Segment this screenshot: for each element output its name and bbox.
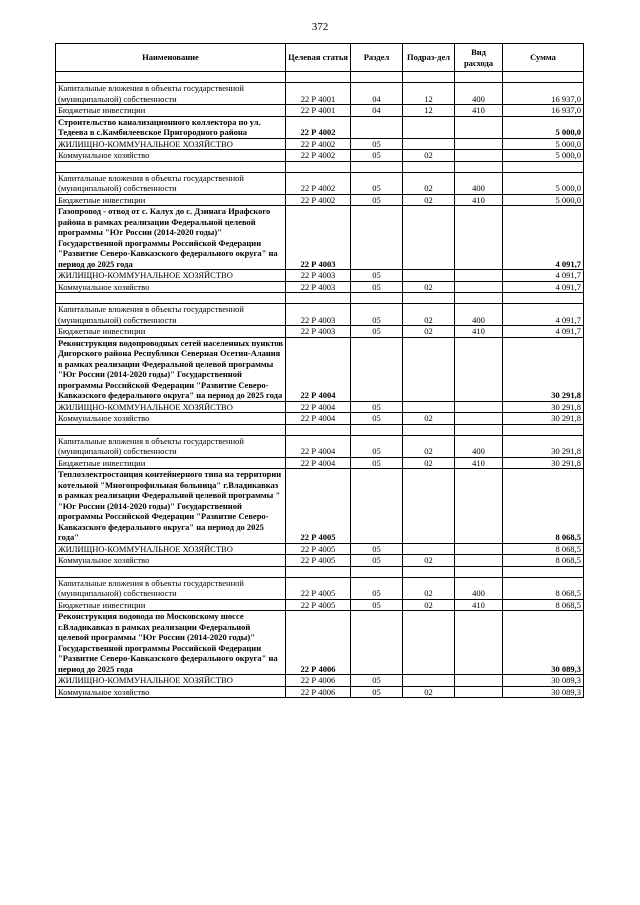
cell-section: 05	[351, 401, 403, 413]
cell-amount: 30 291,8	[503, 435, 584, 457]
cell-expense-type	[455, 543, 503, 555]
cell-target	[286, 566, 351, 577]
cell-section: 04	[351, 105, 403, 117]
cell-subsection	[403, 401, 455, 413]
cell-target: 22 Р 4004	[286, 435, 351, 457]
cell-target: 22 Р 4001	[286, 105, 351, 117]
table-row	[56, 105, 584, 117]
cell-section: 05	[351, 281, 403, 293]
cell-section: 05	[351, 172, 403, 194]
cell-target: 22 Р 4006	[286, 675, 351, 687]
cell-expense-type	[455, 424, 503, 435]
header-name: Наименование	[56, 44, 286, 72]
cell-subsection: 02	[403, 172, 455, 194]
cell-amount: 30 089,3	[503, 675, 584, 687]
cell-expense-type	[455, 413, 503, 425]
cell-subsection: 02	[403, 413, 455, 425]
cell-name: Капитальные вложения в объекты государственной (муниципальной) собственности	[56, 83, 286, 105]
table-row	[56, 686, 584, 698]
table-row	[56, 72, 584, 83]
cell-target	[286, 72, 351, 83]
cell-section: 05	[351, 577, 403, 599]
table-row	[56, 150, 584, 162]
cell-subsection	[403, 543, 455, 555]
cell-subsection	[403, 424, 455, 435]
cell-subsection: 02	[403, 194, 455, 206]
table-header-row	[56, 44, 584, 72]
header-amount: Сумма	[503, 44, 584, 72]
cell-name	[56, 424, 286, 435]
table-row	[56, 555, 584, 567]
table-row	[56, 281, 584, 293]
cell-name: Реконструкция водовода по Московскому шоссе г.Владикавказ в рамках реализации Федеральной целевой программы "Юг России (2014-2020 годы)" Государственной программы Российской Федерации "Развитие Северо-Кавказского федерального округа" на период до 2025 года	[56, 611, 286, 675]
cell-section	[351, 469, 403, 544]
cell-amount: 4 091,7	[503, 270, 584, 282]
cell-section	[351, 424, 403, 435]
cell-section: 05	[351, 599, 403, 611]
cell-target: 22 Р 4005	[286, 599, 351, 611]
cell-expense-type	[455, 150, 503, 162]
cell-section: 04	[351, 83, 403, 105]
table-row	[56, 116, 584, 138]
cell-amount	[503, 72, 584, 83]
table-row	[56, 435, 584, 457]
cell-name: Коммунальное хозяйство	[56, 413, 286, 425]
cell-name: Коммунальное хозяйство	[56, 150, 286, 162]
cell-target: 22 Р 4003	[286, 270, 351, 282]
cell-target	[286, 161, 351, 172]
cell-amount: 8 068,5	[503, 599, 584, 611]
cell-subsection: 02	[403, 555, 455, 567]
table-row	[56, 469, 584, 544]
cell-target: 22 Р 4006	[286, 686, 351, 698]
cell-expense-type	[455, 206, 503, 270]
cell-name: Коммунальное хозяйство	[56, 555, 286, 567]
cell-target: 22 Р 4003	[286, 206, 351, 270]
cell-target: 22 Р 4004	[286, 413, 351, 425]
cell-target: 22 Р 4006	[286, 611, 351, 675]
header-subsection: Подраз-дел	[403, 44, 455, 72]
cell-expense-type	[455, 337, 503, 401]
table-row	[56, 413, 584, 425]
cell-target: 22 Р 4005	[286, 555, 351, 567]
cell-name: Теплоэлектростанция контейнерного типа на территории котельной "Многопрофильная больница" г.Владикавказ в рамках реализации Федеральной целевой программы " "Юг России (2014-2020 годы)" Государственной программы Российской Федерации "Развитие Северо-Кавказского федерального округа" на период до 2025 года"	[56, 469, 286, 544]
cell-section	[351, 116, 403, 138]
cell-expense-type: 400	[455, 577, 503, 599]
table-row	[56, 326, 584, 338]
cell-subsection: 02	[403, 435, 455, 457]
cell-name: Капитальные вложения в объекты государственной (муниципальной) собственности	[56, 172, 286, 194]
cell-name: Капитальные вложения в объекты государственной (муниципальной) собственности	[56, 435, 286, 457]
cell-target: 22 Р 4002	[286, 150, 351, 162]
cell-amount	[503, 566, 584, 577]
cell-amount: 30 291,8	[503, 401, 584, 413]
cell-amount: 30 089,3	[503, 611, 584, 675]
cell-amount	[503, 424, 584, 435]
cell-target: 22 Р 4001	[286, 83, 351, 105]
cell-target: 22 Р 4004	[286, 401, 351, 413]
cell-expense-type: 400	[455, 172, 503, 194]
cell-subsection: 02	[403, 599, 455, 611]
cell-subsection	[403, 116, 455, 138]
cell-expense-type: 410	[455, 599, 503, 611]
cell-amount: 30 089,3	[503, 686, 584, 698]
cell-name	[56, 293, 286, 304]
cell-expense-type	[455, 116, 503, 138]
cell-name: Бюджетные инвестиции	[56, 326, 286, 338]
cell-section	[351, 293, 403, 304]
cell-target: 22 Р 4003	[286, 326, 351, 338]
cell-subsection	[403, 138, 455, 150]
table-row	[56, 401, 584, 413]
cell-amount	[503, 161, 584, 172]
cell-subsection	[403, 72, 455, 83]
cell-section: 05	[351, 543, 403, 555]
cell-expense-type	[455, 72, 503, 83]
cell-name: Капитальные вложения в объекты государственной (муниципальной) собственности	[56, 304, 286, 326]
table-row	[56, 138, 584, 150]
cell-expense-type: 400	[455, 435, 503, 457]
cell-subsection: 02	[403, 326, 455, 338]
cell-subsection: 02	[403, 457, 455, 469]
cell-section	[351, 72, 403, 83]
page-number: 372	[311, 21, 329, 33]
cell-subsection: 02	[403, 577, 455, 599]
cell-expense-type: 410	[455, 194, 503, 206]
cell-target: 22 Р 4002	[286, 116, 351, 138]
table-row	[56, 566, 584, 577]
cell-section: 05	[351, 555, 403, 567]
table-row	[56, 83, 584, 105]
cell-name: Газопровод - отвод от с. Калух до с. Дзинага Ирафского района в рамках реализации Федеральной целевой программы "Юг России (2014-2020 годы)" Государственной программы Российской Федерации "Развитие Северо-Кавказского федерального округа" на период до 2025 года	[56, 206, 286, 270]
cell-section: 05	[351, 270, 403, 282]
cell-target: 22 Р 4005	[286, 469, 351, 544]
cell-expense-type	[455, 611, 503, 675]
cell-section	[351, 611, 403, 675]
cell-subsection	[403, 675, 455, 687]
table-row	[56, 194, 584, 206]
table-row	[56, 543, 584, 555]
cell-subsection	[403, 206, 455, 270]
cell-section: 05	[351, 435, 403, 457]
cell-expense-type	[455, 675, 503, 687]
cell-expense-type	[455, 686, 503, 698]
cell-name: Бюджетные инвестиции	[56, 194, 286, 206]
cell-expense-type	[455, 566, 503, 577]
table-row	[56, 270, 584, 282]
cell-subsection	[403, 161, 455, 172]
cell-amount: 30 291,8	[503, 457, 584, 469]
cell-name: ЖИЛИЩНО-КОММУНАЛЬНОЕ ХОЗЯЙСТВО	[56, 401, 286, 413]
header-target: Целевая статья	[286, 44, 351, 72]
cell-amount: 8 068,5	[503, 469, 584, 544]
cell-expense-type	[455, 281, 503, 293]
cell-amount: 5 000,0	[503, 116, 584, 138]
cell-target: 22 Р 4004	[286, 337, 351, 401]
cell-subsection	[403, 270, 455, 282]
cell-target: 22 Р 4004	[286, 457, 351, 469]
cell-name: ЖИЛИЩНО-КОММУНАЛЬНОЕ ХОЗЯЙСТВО	[56, 270, 286, 282]
table-row	[56, 611, 584, 675]
table-row	[56, 599, 584, 611]
cell-section: 05	[351, 413, 403, 425]
cell-amount: 30 291,8	[503, 337, 584, 401]
cell-name: Бюджетные инвестиции	[56, 105, 286, 117]
cell-expense-type: 410	[455, 326, 503, 338]
cell-target: 22 Р 4002	[286, 138, 351, 150]
cell-section: 05	[351, 304, 403, 326]
cell-name: Коммунальное хозяйство	[56, 686, 286, 698]
cell-amount: 5 000,0	[503, 194, 584, 206]
cell-amount: 5 000,0	[503, 150, 584, 162]
cell-amount: 8 068,5	[503, 577, 584, 599]
cell-subsection: 02	[403, 304, 455, 326]
cell-expense-type	[455, 401, 503, 413]
cell-section: 05	[351, 686, 403, 698]
cell-amount: 4 091,7	[503, 326, 584, 338]
cell-section	[351, 566, 403, 577]
cell-subsection: 12	[403, 83, 455, 105]
cell-expense-type	[455, 469, 503, 544]
cell-subsection	[403, 566, 455, 577]
cell-subsection: 02	[403, 686, 455, 698]
cell-name	[56, 72, 286, 83]
table-row	[56, 337, 584, 401]
table-body	[56, 72, 584, 698]
cell-name: Строительство канализационного коллектора по ул. Тедеева в с.Камбилеевское Пригородного района	[56, 116, 286, 138]
cell-section: 05	[351, 326, 403, 338]
cell-target: 22 Р 4002	[286, 172, 351, 194]
cell-name: ЖИЛИЩНО-КОММУНАЛЬНОЕ ХОЗЯЙСТВО	[56, 543, 286, 555]
cell-amount	[503, 293, 584, 304]
cell-target: 22 Р 4005	[286, 543, 351, 555]
table-row	[56, 172, 584, 194]
cell-expense-type	[455, 161, 503, 172]
cell-subsection: 02	[403, 281, 455, 293]
cell-name	[56, 161, 286, 172]
cell-expense-type: 410	[455, 457, 503, 469]
cell-expense-type	[455, 270, 503, 282]
cell-expense-type: 400	[455, 304, 503, 326]
cell-subsection	[403, 337, 455, 401]
cell-amount: 30 291,8	[503, 413, 584, 425]
cell-target	[286, 293, 351, 304]
cell-name: Реконструкция водопроводных сетей населенных пунктов Дигорского района Республики Северная Осетия-Алания в рамках реализации Федеральной целевой программы "Юг России (2014-2020 годы)" Государственной программы Российской Федерации "Развитие Северо-Кавказского федерального округа" на период до 2025 года	[56, 337, 286, 401]
cell-expense-type	[455, 293, 503, 304]
cell-amount: 16 937,0	[503, 83, 584, 105]
cell-subsection	[403, 611, 455, 675]
cell-target: 22 Р 4003	[286, 281, 351, 293]
cell-section: 05	[351, 675, 403, 687]
table-row	[56, 675, 584, 687]
cell-subsection: 12	[403, 105, 455, 117]
cell-amount: 4 091,7	[503, 206, 584, 270]
budget-table	[55, 43, 584, 698]
table-row	[56, 293, 584, 304]
cell-expense-type	[455, 555, 503, 567]
header-expense-type: Вид расхода	[455, 44, 503, 72]
cell-subsection	[403, 469, 455, 544]
table-row	[56, 424, 584, 435]
cell-section	[351, 206, 403, 270]
cell-name: ЖИЛИЩНО-КОММУНАЛЬНОЕ ХОЗЯЙСТВО	[56, 675, 286, 687]
cell-name: ЖИЛИЩНО-КОММУНАЛЬНОЕ ХОЗЯЙСТВО	[56, 138, 286, 150]
table-row	[56, 304, 584, 326]
cell-section: 05	[351, 194, 403, 206]
cell-expense-type: 400	[455, 83, 503, 105]
cell-name: Капитальные вложения в объекты государственной (муниципальной) собственности	[56, 577, 286, 599]
table-row	[56, 577, 584, 599]
cell-name: Бюджетные инвестиции	[56, 599, 286, 611]
cell-expense-type	[455, 138, 503, 150]
cell-amount: 4 091,7	[503, 304, 584, 326]
cell-amount: 8 068,5	[503, 543, 584, 555]
cell-section	[351, 161, 403, 172]
cell-name: Коммунальное хозяйство	[56, 281, 286, 293]
cell-amount: 8 068,5	[503, 555, 584, 567]
cell-section	[351, 337, 403, 401]
cell-target: 22 Р 4002	[286, 194, 351, 206]
header-section: Раздел	[351, 44, 403, 72]
cell-subsection	[403, 293, 455, 304]
cell-section: 05	[351, 138, 403, 150]
cell-amount: 5 000,0	[503, 172, 584, 194]
cell-name	[56, 566, 286, 577]
cell-amount: 5 000,0	[503, 138, 584, 150]
table-row	[56, 457, 584, 469]
cell-name: Бюджетные инвестиции	[56, 457, 286, 469]
cell-target	[286, 424, 351, 435]
cell-amount: 16 937,0	[503, 105, 584, 117]
cell-target: 22 Р 4003	[286, 304, 351, 326]
cell-section: 05	[351, 457, 403, 469]
cell-amount: 4 091,7	[503, 281, 584, 293]
table-row	[56, 206, 584, 270]
cell-subsection: 02	[403, 150, 455, 162]
cell-expense-type: 410	[455, 105, 503, 117]
cell-target: 22 Р 4005	[286, 577, 351, 599]
table-row	[56, 161, 584, 172]
cell-section: 05	[351, 150, 403, 162]
